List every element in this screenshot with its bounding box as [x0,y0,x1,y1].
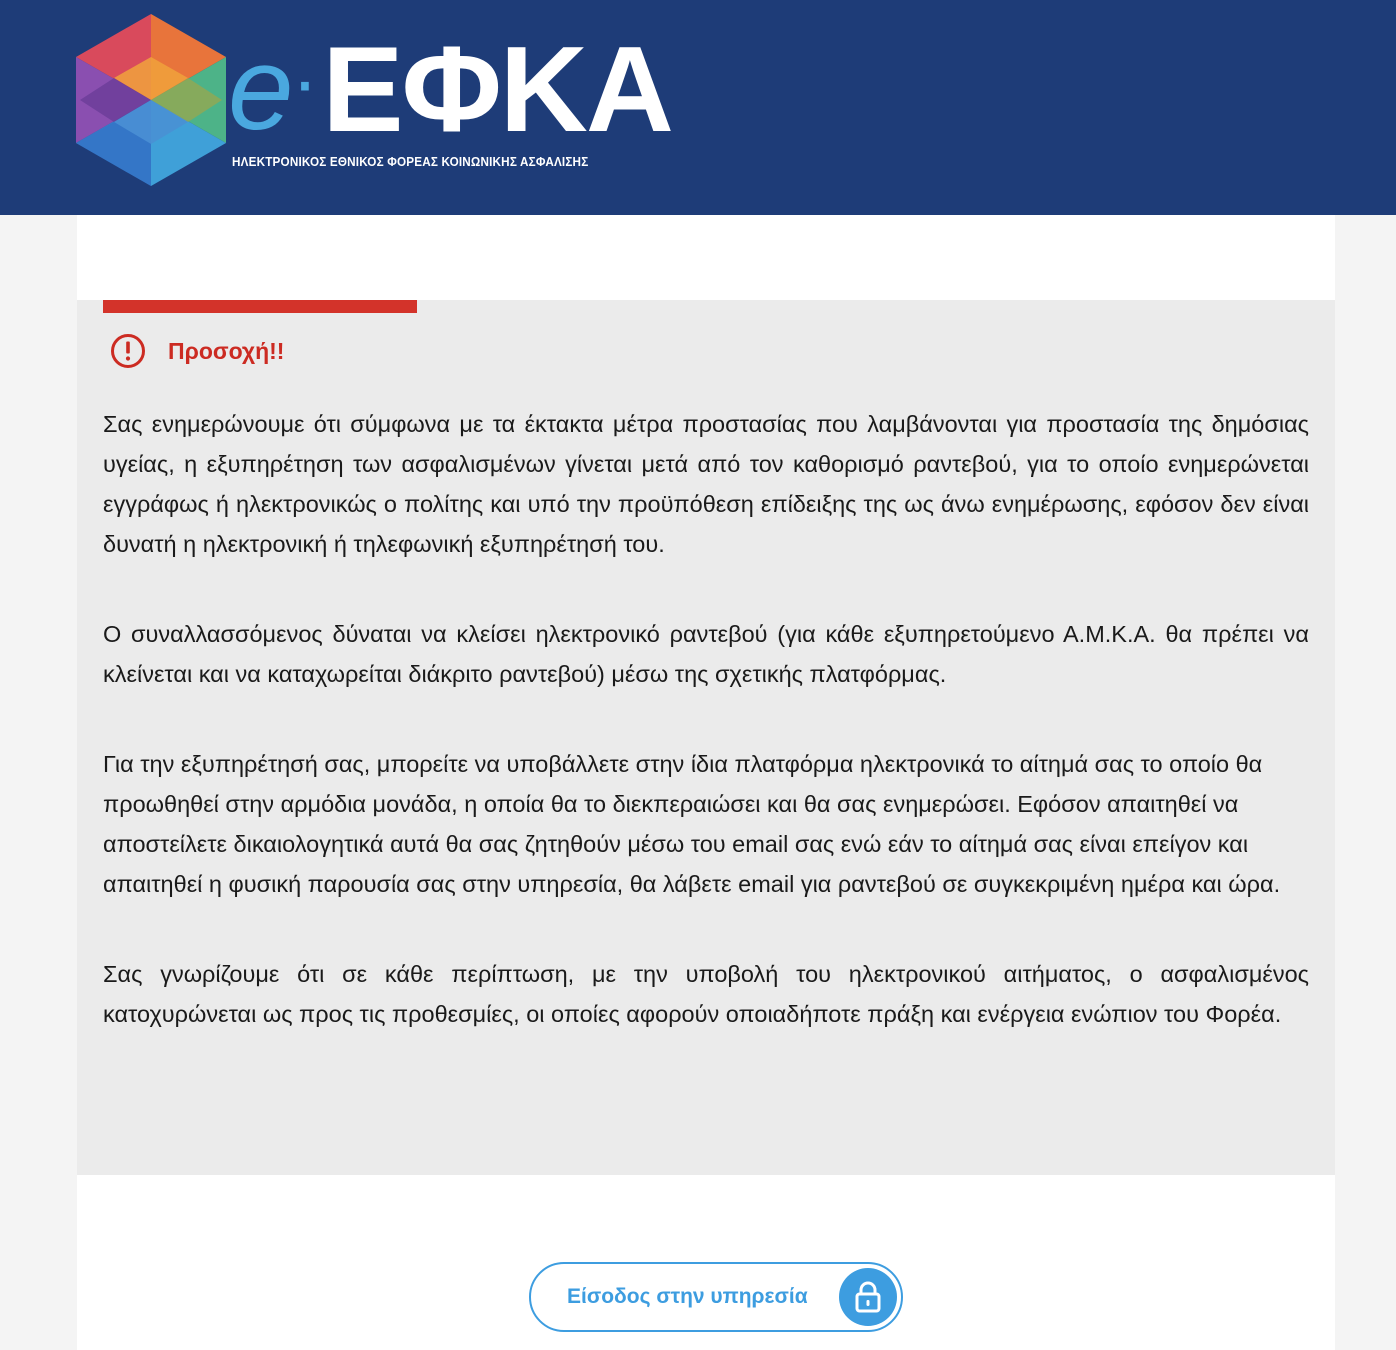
notice-paragraph: Για την εξυπηρέτησή σας, μπορείτε να υποβάλλετε στην ίδια πλατφόρμα ηλεκτρονικά το αίτημά σας το οποίο θα προωθηθεί στην αρμόδια μονάδα, η οποία θα το διεκπεραιώσει και θα σας ενημερώσει. Εφόσον απαιτηθεί να αποστείλετε δικαιολογητικά αυτά θα σας ζητηθούν μέσω του email σας ενώ εάν το αίτημά σας είναι επείγον και απαιτηθεί η φυσική παρουσία σας στην υπηρεσία, θα λάβετε email για ραντεβού σε συγκεκριμένη ημέρα και ώρα. [103,751,1281,897]
logo-tagline: ΗΛΕΚΤΡΟΝΙΚΟΣ ΕΘΝΙΚΟΣ ΦΟΡΕΑΣ ΚΟΙΝΩΝΙΚΗΣ ΑΣΦΑΛΙΣΗΣ [232,154,589,169]
lock-icon-badge [839,1268,897,1326]
notice-paragraph: Σας ενημερώνουμε ότι σύμφωνα με τα έκτακτα μέτρα προστασίας που λαμβάνονται για προστασία της δημόσιας υγείας, η εξυπηρέτηση των ασφαλισμένων γίνεται μετά από τον καθορισμό ραντεβού, για το οποίο ενημερώνεται εγγράφως ή ηλεκτρονικώς ο πολίτης και υπό την προϋπόθεση επίδειξης της ως άνω ενημέρωσης, εφόσον δεν είναι δυνατή η ηλεκτρονική ή τηλεφωνική εξυπηρέτησή του. [103,411,1309,557]
notice-paragraph: Σας γνωρίζουμε ότι σε κάθε περίπτωση, με την υποβολή του ηλεκτρονικού αιτήματος, ο ασφαλισμένος κατοχυρώνεται ως προς τις προθεσμίες, οι οποίες αφορούν οποιαδήποτε πράξη και ενέργεια ενώπιον του Φορέα. [103,961,1309,1027]
notice-heading [110,333,284,369]
main-content [77,215,1335,1350]
logo-separator: · [291,36,319,125]
logo-title: ΕΦΚΑ [322,21,673,157]
warning-notice [77,300,1335,1175]
hexagon-cube-logo-icon [76,14,226,186]
login-button-label: Είσοδος στην υπηρεσία [567,1285,808,1308]
lock-icon [854,1281,882,1313]
site-header [0,0,1396,215]
notice-accent-bar [103,300,417,313]
exclamation-circle-icon [110,333,146,369]
login-button[interactable] [529,1262,903,1332]
notice-paragraph: Ο συναλλασσόμενος δύναται να κλείσει ηλεκτρονικό ραντεβού (για κάθε εξυπηρετούμενο Α.Μ.Κ.Α. θα πρέπει να κλείνεται και να καταχωρείται διάκριτο ραντεβού) μέσω της σχετικής πλατφόρμας. [103,621,1309,687]
notice-title: Προσοχή!! [168,337,285,364]
efka-logo[interactable] [76,14,673,189]
logo-prefix: e [228,23,290,155]
logo-wordmark [228,21,673,157]
notice-body [103,404,1309,1084]
